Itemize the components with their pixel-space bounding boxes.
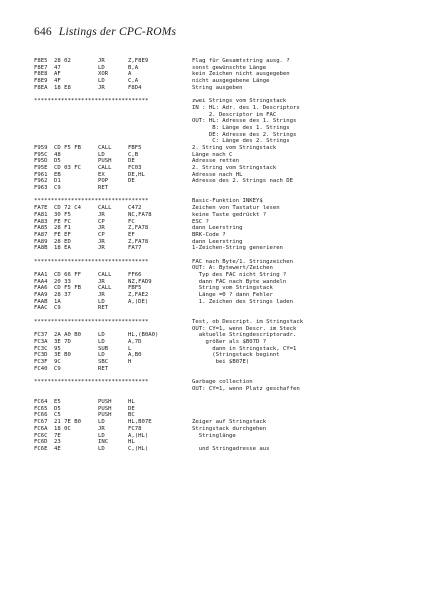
mnemonic: INC xyxy=(98,439,109,446)
mnemonic: RET xyxy=(98,305,109,312)
operand: BC xyxy=(128,412,135,419)
operand: DE xyxy=(128,178,135,185)
listing-line xyxy=(34,132,414,139)
operand: C,B xyxy=(128,151,139,158)
listing-line xyxy=(34,58,414,65)
separator-line xyxy=(34,379,414,386)
page-title: Listings der CPC-ROMs xyxy=(58,26,177,38)
separator-stars: ********************************** xyxy=(34,198,149,205)
mnemonic: CP xyxy=(98,231,105,238)
mnemonic: LD xyxy=(98,64,105,71)
operand: FBF5 xyxy=(128,285,142,292)
address: F961 xyxy=(34,171,48,178)
comment: 2. Descriptor im FAC xyxy=(192,111,277,118)
opcode-bytes: CD 66 FF xyxy=(54,272,81,278)
comment: IN : HL: Adr. des 1. Descriptors xyxy=(192,104,300,111)
opcode-bytes: FE EF xyxy=(54,231,71,238)
operand: Z,F8E9 xyxy=(128,58,149,64)
listing-line xyxy=(34,412,414,419)
address: FAA6 xyxy=(34,285,48,292)
comment: aktuelle Stringdescriptoradr. xyxy=(192,332,297,339)
opcode-bytes: AF xyxy=(54,71,61,78)
address: F95C xyxy=(34,151,48,158)
listing-line xyxy=(34,399,414,406)
comment: kein Zeichen nicht ausgegeben xyxy=(192,71,290,78)
mnemonic: PUSH xyxy=(98,158,112,165)
address: F8EA xyxy=(34,84,48,91)
comment: dann Leerstring xyxy=(192,238,243,245)
opcode-bytes: CD 03 FC xyxy=(54,165,81,171)
mnemonic: LD xyxy=(98,78,105,85)
mnemonic: LD xyxy=(98,432,105,439)
listing-line xyxy=(34,326,414,333)
comment: Adresse nach HL xyxy=(192,171,243,178)
mnemonic: CALL xyxy=(98,144,112,151)
mnemonic: LD xyxy=(98,332,105,339)
opcode-bytes: D5 xyxy=(54,158,61,165)
mnemonic: SUB xyxy=(98,345,109,352)
listing-line xyxy=(34,285,414,292)
separator-stars: ********************************** xyxy=(34,258,149,265)
opcode-bytes: 7E xyxy=(54,432,61,439)
opcode-bytes: 47 xyxy=(54,64,61,71)
listing-line xyxy=(34,446,414,453)
listing-line xyxy=(34,145,414,152)
listing-line xyxy=(34,339,414,346)
comment: 2. String vom Stringstack xyxy=(192,165,277,171)
address: F962 xyxy=(34,178,48,185)
listing-line xyxy=(34,178,414,185)
operand: FF66 xyxy=(128,272,142,278)
comment: String vom Stringstack xyxy=(192,285,273,292)
comment: dann Leerstring xyxy=(192,225,243,232)
address: F95E xyxy=(34,165,48,171)
comment: dann FAC nach Byte wandeln xyxy=(192,278,287,285)
listing-line xyxy=(34,65,414,72)
listing-line xyxy=(34,85,414,92)
opcode-bytes: 1A xyxy=(54,298,61,305)
opcode-bytes: D5 xyxy=(54,405,61,412)
operand: FC78 xyxy=(128,425,142,432)
mnemonic: CALL xyxy=(98,272,112,278)
opcode-bytes: FE FC xyxy=(54,218,71,225)
operand: EF xyxy=(128,231,135,238)
operand: A,(DE) xyxy=(128,298,149,305)
listing-line xyxy=(34,232,414,239)
listing-line xyxy=(34,245,414,252)
address: FAA1 xyxy=(34,272,48,278)
listing-line xyxy=(34,439,414,446)
mnemonic: PUSH xyxy=(98,405,112,412)
comment: 2. String vom Stringstack xyxy=(192,144,277,151)
address: FA87 xyxy=(34,231,48,238)
listing-line xyxy=(34,372,414,379)
listing-line xyxy=(34,185,414,192)
comment: B: Länge des 1. Strings xyxy=(192,124,290,131)
operand: Z,FA78 xyxy=(128,238,149,245)
listing-line xyxy=(34,91,414,98)
comment: dann in Stringstack, CY=1 xyxy=(192,345,297,352)
opcode-bytes: 28 F1 xyxy=(54,225,71,232)
operand: NC,FA78 xyxy=(128,211,152,218)
comment: sonst gewünschte Länge xyxy=(192,64,267,71)
address: FA85 xyxy=(34,225,48,232)
address: FA8B xyxy=(34,245,48,252)
opcode-bytes: 30 F5 xyxy=(54,211,71,218)
listing-line xyxy=(34,138,414,145)
comment: OUT: CY=1, wenn Platz geschaffen xyxy=(192,385,300,392)
operand: NZ,FAD9 xyxy=(128,278,152,285)
operand: FC xyxy=(128,218,135,225)
listing-line xyxy=(34,292,414,299)
address: F95D xyxy=(34,158,48,165)
mnemonic: JR xyxy=(98,238,105,245)
operand: FC03 xyxy=(128,165,142,171)
listing-line xyxy=(34,265,414,272)
listing-line xyxy=(34,71,414,78)
separator-line xyxy=(34,259,414,266)
operand: DE xyxy=(128,158,135,165)
listing-line xyxy=(34,172,414,179)
comment: Typ des FAC nicht String ? xyxy=(192,272,287,278)
mnemonic: JR xyxy=(98,211,105,218)
comment: Flag für Gesamtstring ausg. ? xyxy=(192,58,290,64)
listing-line xyxy=(34,305,414,312)
opcode-bytes: C9 xyxy=(54,185,61,192)
mnemonic: POP xyxy=(98,178,109,185)
mnemonic: CALL xyxy=(98,205,112,212)
operand: A,B0 xyxy=(128,352,142,359)
mnemonic: RET xyxy=(98,365,109,372)
mnemonic: JR xyxy=(98,292,105,299)
mnemonic: JR xyxy=(98,58,105,64)
mnemonic: LD xyxy=(98,352,105,359)
opcode-bytes: 2A A0 B0 xyxy=(54,332,81,339)
separator-stars: ********************************** xyxy=(34,379,149,385)
listing-line xyxy=(34,212,414,219)
opcode-bytes: 28 02 xyxy=(54,58,71,64)
mnemonic: SBC xyxy=(98,358,109,365)
address: FC6E xyxy=(34,445,48,452)
address: FAAB xyxy=(34,298,48,305)
comment: ESC ? xyxy=(192,218,209,225)
address: F963 xyxy=(34,185,48,192)
address: F8E7 xyxy=(34,64,48,71)
mnemonic: LD xyxy=(98,445,105,452)
opcode-bytes: 23 xyxy=(54,439,61,446)
address: F8E5 xyxy=(34,58,48,64)
comment: Test, ob Descript. im Stringstack xyxy=(192,318,304,325)
mnemonic: LD xyxy=(98,151,105,158)
listing-line xyxy=(34,125,414,132)
opcode-bytes: 20 33 xyxy=(54,278,71,285)
assembler-listing xyxy=(34,58,414,453)
listing-line xyxy=(34,165,414,172)
opcode-bytes: 28 ED xyxy=(54,238,71,245)
operand: HL xyxy=(128,399,135,406)
opcode-bytes: 95 xyxy=(54,345,61,352)
listing-line xyxy=(34,386,414,393)
listing-line xyxy=(34,225,414,232)
comment: Zeiger auf Stringstack xyxy=(192,419,267,426)
opcode-bytes: 3E B0 xyxy=(54,352,71,359)
mnemonic: JR xyxy=(98,225,105,232)
opcode-bytes: 4F xyxy=(54,78,61,85)
comment: DE: Adresse des 2. Strings xyxy=(192,131,297,138)
operand: B,A xyxy=(128,64,139,71)
listing-line xyxy=(34,219,414,226)
address: FC64 xyxy=(34,399,48,406)
opcode-bytes: CD 72 C4 xyxy=(54,205,81,212)
listing-line xyxy=(34,252,414,259)
address: FA83 xyxy=(34,218,48,225)
opcode-bytes: C5 xyxy=(54,412,61,419)
mnemonic: XOR xyxy=(98,71,109,78)
address: FA89 xyxy=(34,238,48,245)
comment: Zeichen von Tastatur lesen xyxy=(192,205,280,212)
mnemonic: LD xyxy=(98,419,105,426)
address: FC65 xyxy=(34,405,48,412)
comment: OUT: A: Bytewert/Zeichen xyxy=(192,265,273,272)
listing-line xyxy=(34,272,414,279)
comment: OUT: CY=1, wenn Descr. im Steck xyxy=(192,325,297,332)
comment: String ausgeben xyxy=(192,84,243,91)
opcode-bytes: EB xyxy=(54,171,61,178)
address: FC40 xyxy=(34,365,48,372)
address: FC6A xyxy=(34,425,48,432)
comment: (Stringstack beginnt xyxy=(192,352,280,359)
listing-line xyxy=(34,406,414,413)
listing-line xyxy=(34,112,414,119)
comment: Länge =0 ? dann Fehler xyxy=(192,292,273,299)
comment: keine Taste gedrückt ? xyxy=(192,211,267,218)
listing-line xyxy=(34,299,414,306)
address: FC37 xyxy=(34,332,48,339)
listing-line xyxy=(34,239,414,246)
operand: DE,HL xyxy=(128,171,145,178)
address: FA81 xyxy=(34,211,48,218)
address: FAA9 xyxy=(34,292,48,299)
comment: größer als $B07D ? xyxy=(192,338,267,345)
separator-stars: ********************************** xyxy=(34,98,149,105)
address: FA7E xyxy=(34,205,48,212)
opcode-bytes: D1 xyxy=(54,178,61,185)
mnemonic: PUSH xyxy=(98,412,112,419)
operand: C472 xyxy=(128,205,142,212)
address: FC3D xyxy=(34,352,48,359)
operand: FBF5 xyxy=(128,144,142,151)
address: F8E9 xyxy=(34,78,48,85)
listing-line xyxy=(34,392,414,399)
operand: H xyxy=(128,358,132,365)
listing-line xyxy=(34,433,414,440)
operand: FA77 xyxy=(128,245,142,252)
comment: zwei Strings vom Stringstack xyxy=(192,98,287,105)
separator-line xyxy=(34,198,414,205)
listing-line xyxy=(34,346,414,353)
opcode-bytes: C9 xyxy=(54,365,61,372)
opcode-bytes: CD F5 FB xyxy=(54,285,81,292)
operand: HL xyxy=(128,439,135,446)
opcode-bytes: 9C xyxy=(54,358,61,365)
mnemonic: RET xyxy=(98,185,109,192)
listing-line xyxy=(34,118,414,125)
opcode-bytes: 18 EA xyxy=(54,245,71,252)
opcode-bytes: CD F5 FB xyxy=(54,144,81,151)
comment: FAC nach Byte/1. Stringzeichen xyxy=(192,258,294,265)
listing-line xyxy=(34,352,414,359)
comment: und Stringadresse aus xyxy=(192,445,270,452)
comment: Basic-Funktion INKEY$ xyxy=(192,198,263,205)
opcode-bytes: 18 E8 xyxy=(54,84,71,91)
address: FC3F xyxy=(34,358,48,365)
address: FC67 xyxy=(34,419,48,426)
comment: 1. Zeichen des Strings laden xyxy=(192,298,294,305)
comment: BRK-Code ? xyxy=(192,231,226,238)
comment: Adresse retten xyxy=(192,158,240,165)
opcode-bytes: 4E xyxy=(54,445,61,452)
address: FC3C xyxy=(34,345,48,352)
comment: Adresse des 2. Strings nach DE xyxy=(192,178,294,185)
comment: 1-Zeichen-String generieren xyxy=(192,245,283,252)
page-number: 646 xyxy=(34,26,52,38)
listing-line xyxy=(34,426,414,433)
address: FC6C xyxy=(34,432,48,439)
address: FC3A xyxy=(34,338,48,345)
mnemonic: JR xyxy=(98,425,105,432)
mnemonic: JR xyxy=(98,278,105,285)
operand: C,(HL) xyxy=(128,445,149,452)
operand: HL,(B0A0) xyxy=(128,332,159,339)
comment: C: Länge des 2. Strings xyxy=(192,138,290,145)
comment: Länge nach C xyxy=(192,151,233,158)
listing-line xyxy=(34,152,414,159)
address: FC66 xyxy=(34,412,48,419)
operand: A,7D xyxy=(128,338,142,345)
comment: Stringstack durchgehen xyxy=(192,425,267,432)
mnemonic: EX xyxy=(98,171,105,178)
opcode-bytes: C9 xyxy=(54,305,61,312)
mnemonic: JR xyxy=(98,84,105,91)
address: FC6D xyxy=(34,439,48,446)
opcode-bytes: 48 xyxy=(54,151,61,158)
listing-line xyxy=(34,192,414,199)
opcode-bytes: 21 7E B0 xyxy=(54,419,81,426)
mnemonic: LD xyxy=(98,298,105,305)
listing-line xyxy=(34,312,414,319)
listing-line xyxy=(34,279,414,286)
listing-line xyxy=(34,158,414,165)
mnemonic: PUSH xyxy=(98,399,112,406)
listing-line xyxy=(34,332,414,339)
separator-line xyxy=(34,319,414,326)
comment: Garbage collection xyxy=(192,379,253,385)
address: FAA4 xyxy=(34,278,48,285)
operand: HL,B07E xyxy=(128,419,152,426)
separator-line xyxy=(34,98,414,105)
operand: L xyxy=(128,345,132,352)
opcode-bytes: E5 xyxy=(54,399,61,406)
mnemonic: CP xyxy=(98,218,105,225)
address: F8E8 xyxy=(34,71,48,78)
comment: Stringlänge xyxy=(192,432,236,439)
address: FAAC xyxy=(34,305,48,312)
page-header xyxy=(34,26,176,38)
operand: A,(HL) xyxy=(128,432,149,439)
mnemonic: CALL xyxy=(98,165,112,171)
listing-line xyxy=(34,419,414,426)
listing-line xyxy=(34,205,414,212)
listing-line xyxy=(34,105,414,112)
separator-stars: ********************************** xyxy=(34,318,149,325)
operand: Z,FA78 xyxy=(128,225,149,232)
address: F959 xyxy=(34,144,48,151)
operand: C,A xyxy=(128,78,139,85)
mnemonic: JR xyxy=(98,245,105,252)
operand: Z,FAE2 xyxy=(128,292,149,299)
operand: A xyxy=(128,71,132,78)
operand: F8D4 xyxy=(128,84,142,91)
mnemonic: CALL xyxy=(98,285,112,292)
listing-line xyxy=(34,366,414,373)
operand: DE xyxy=(128,405,135,412)
opcode-bytes: 18 0C xyxy=(54,425,71,432)
comment: bei $B07E) xyxy=(192,358,250,365)
opcode-bytes: 28 37 xyxy=(54,292,71,299)
mnemonic: LD xyxy=(98,338,105,345)
comment: OUT: HL: Adresse des 1. Strings xyxy=(192,118,297,125)
opcode-bytes: 3E 7D xyxy=(54,338,71,345)
listing-line xyxy=(34,78,414,85)
listing-line xyxy=(34,359,414,366)
comment: nicht ausgegebene Länge xyxy=(192,78,270,85)
